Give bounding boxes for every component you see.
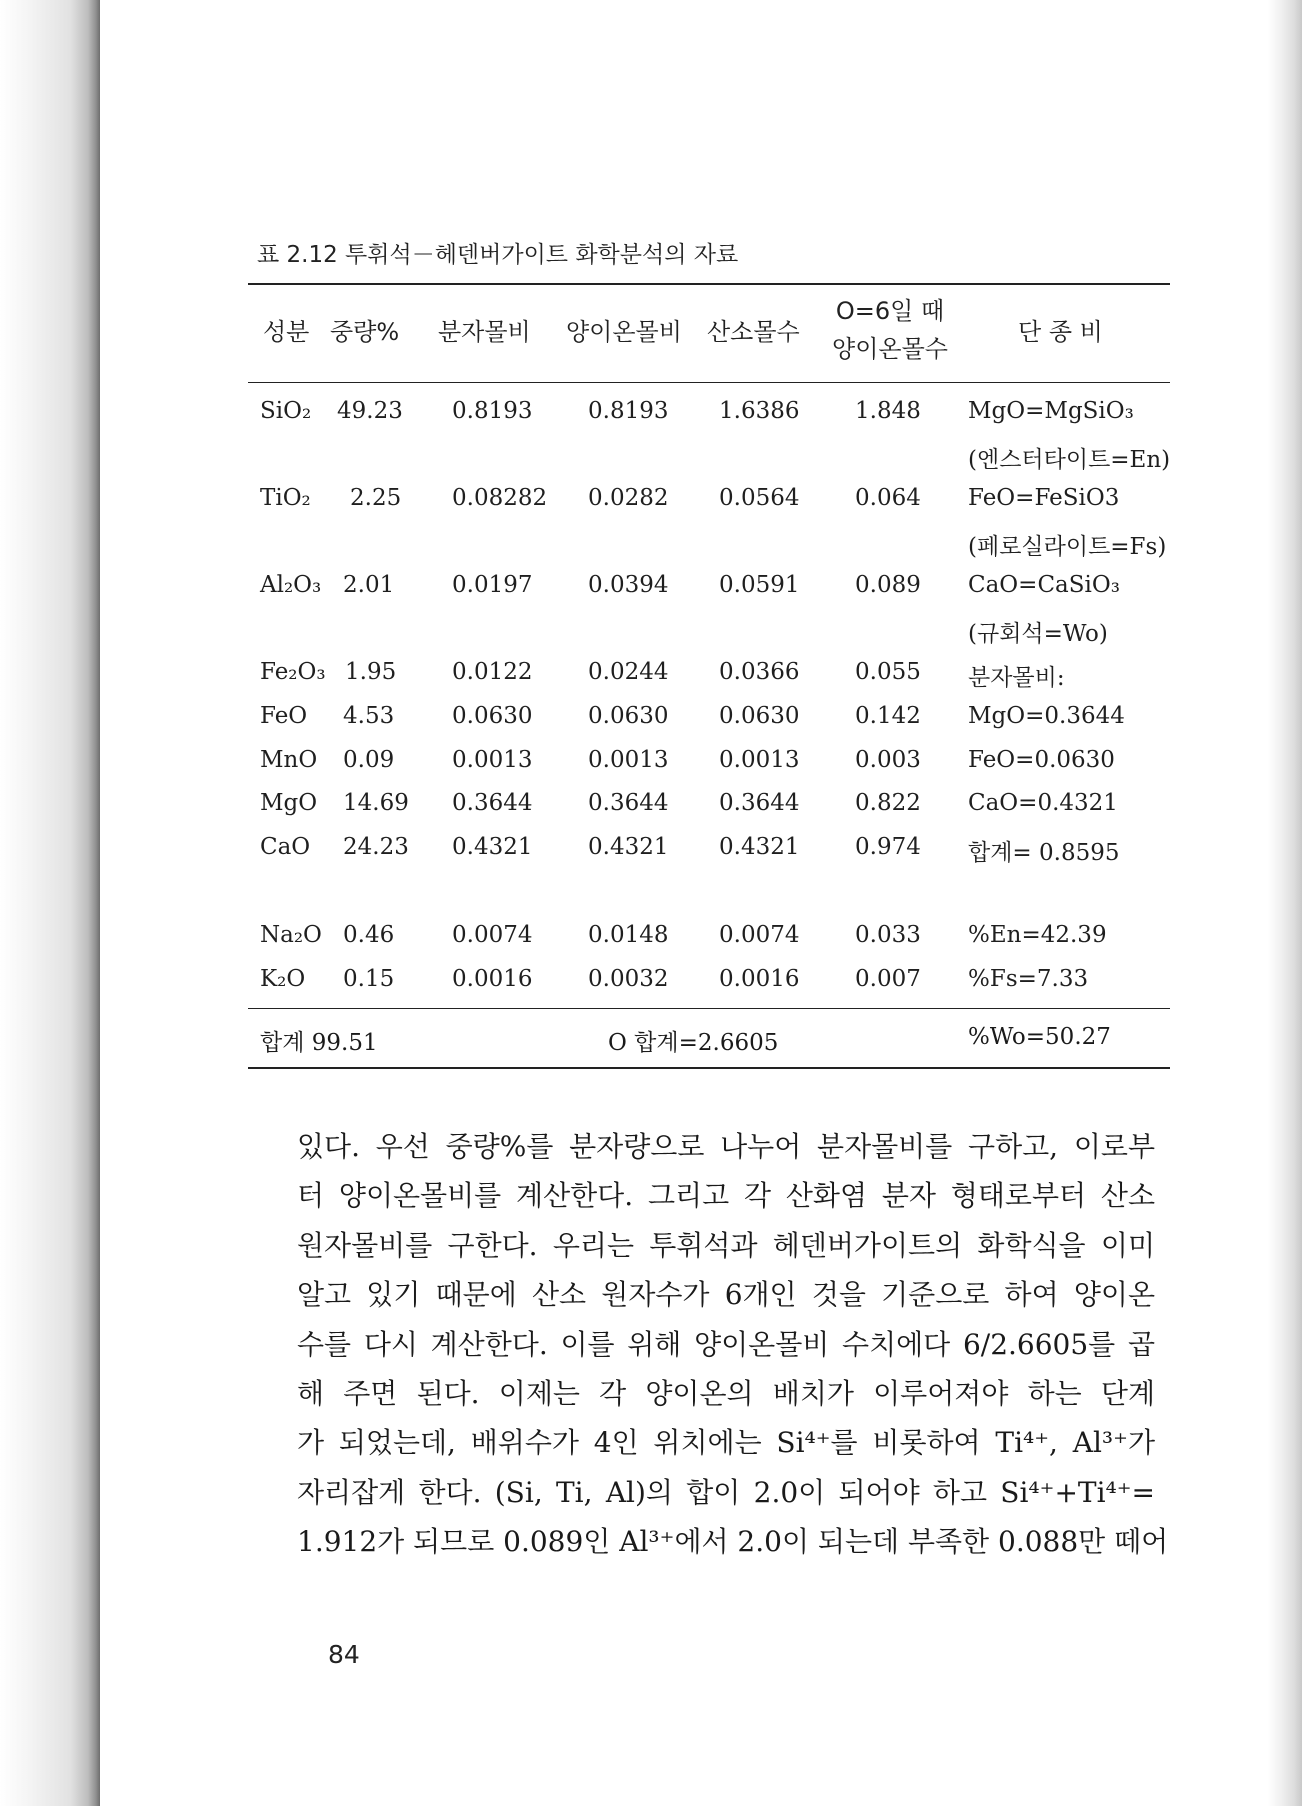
table-bottom-rule	[248, 1067, 1170, 1069]
cell-mol: 0.4321	[452, 834, 533, 860]
cell-mol: 0.0016	[452, 966, 533, 992]
cell-oxygen: 0.3644	[719, 790, 800, 816]
header-o6-line1: O=6일 때	[835, 297, 945, 325]
cell-mol: 0.0013	[452, 747, 533, 773]
cell-note: CaO=0.4321	[968, 790, 1118, 816]
cell-cation: 0.0013	[588, 747, 669, 773]
paragraph-line: 1.912가 되므로 0.089인 Al³⁺에서 2.0이 되는데 부족한 0.088만 떼어	[297, 1525, 1169, 1559]
paragraph-line: 원자몰비를 구한다. 우리는 투휘석과 헤덴버가이트의 화학식을 이미	[297, 1228, 1155, 1262]
cell-mol: 0.8193	[452, 398, 533, 424]
cell-oxygen: 0.4321	[719, 834, 800, 860]
header-o6-line2: 양이온몰수	[832, 335, 948, 363]
cell-oxygen: 0.0074	[719, 922, 800, 948]
cell-note: MgO=0.3644	[968, 703, 1125, 729]
cell-component: MgO	[260, 790, 318, 816]
cell-weight: 2.25	[350, 485, 402, 511]
header-weight: 중량%	[330, 318, 400, 346]
header-end-member: 단 종 비	[1018, 318, 1103, 346]
cell-o6: 0.974	[855, 834, 921, 860]
cell-note: %Fs=7.33	[968, 966, 1089, 992]
cell-weight: 1.95	[345, 659, 397, 685]
cell-cation: 0.8193	[588, 398, 669, 424]
page-edge	[1268, 0, 1302, 1806]
paragraph-line: 터 양이온몰비를 계산한다. 그리고 각 산화염 분자 형태로부터 산소	[297, 1179, 1155, 1213]
cell-cation: 0.0148	[588, 922, 669, 948]
cell-o6: 0.055	[855, 659, 921, 685]
paragraph-line: 있다. 우선 중량%를 분자량으로 나누어 분자몰비를 구하고, 이로부	[297, 1130, 1155, 1163]
cell-component: CaO	[260, 834, 311, 860]
footer-total: 합계 99.51	[260, 1030, 378, 1056]
cell-oxygen: 0.0366	[719, 659, 800, 685]
cell-cation: 0.0032	[588, 966, 669, 992]
body-paragraph	[297, 1122, 1169, 1567]
cell-mol: 0.0197	[452, 572, 533, 598]
cell-note: (엔스터타이트=En)	[968, 447, 1171, 473]
cell-component: FeO	[260, 703, 308, 729]
header-mol-ratio: 분자몰비	[438, 318, 531, 346]
cell-mol: 0.3644	[452, 790, 533, 816]
cell-weight: 0.15	[343, 966, 395, 992]
cell-oxygen: 0.0564	[719, 485, 800, 511]
cell-o6: 0.033	[855, 922, 921, 948]
cell-o6: 0.822	[855, 790, 921, 816]
cell-weight: 14.69	[343, 790, 409, 816]
cell-mol: 0.0074	[452, 922, 533, 948]
cell-note: 분자몰비:	[968, 665, 1065, 691]
cell-weight: 2.01	[343, 572, 395, 598]
cell-component: Fe₂O₃	[260, 659, 326, 685]
paragraph-line: 수를 다시 계산한다. 이를 위해 양이온몰비 수치에다 6/2.6605를 곱	[297, 1327, 1155, 1361]
footer-wo: %Wo=50.27	[968, 1024, 1111, 1050]
book-spine-shadow	[0, 0, 100, 1806]
paragraph-line: 해 주면 된다. 이제는 각 양이온의 배치가 이루어져야 하는 단계	[297, 1377, 1155, 1411]
cell-cation: 0.4321	[588, 834, 669, 860]
cell-oxygen: 0.0591	[719, 572, 800, 598]
cell-note: %En=42.39	[968, 922, 1107, 948]
cell-mol: 0.0630	[452, 703, 533, 729]
cell-weight: 0.46	[343, 922, 395, 948]
cell-mol: 0.08282	[452, 485, 548, 511]
cell-component: Na₂O	[260, 922, 322, 948]
paragraph-line: 알고 있기 때문에 산소 원자수가 6개인 것을 기준으로 하여 양이온	[297, 1278, 1155, 1312]
header-component: 성분	[263, 318, 310, 346]
paragraph-line: 자리잡게 한다. (Si, Ti, Al)의 합이 2.0이 되어야 하고 Si⁴⁺+Ti⁴⁺=	[297, 1475, 1155, 1509]
cell-weight: 4.53	[343, 703, 395, 729]
cell-component: K₂O	[260, 966, 306, 992]
cell-note: (규회석=Wo)	[968, 621, 1108, 647]
cell-component: Al₂O₃	[260, 572, 322, 598]
footer-rule	[248, 1008, 1170, 1009]
cell-o6: 1.848	[855, 398, 921, 424]
cell-o6: 0.003	[855, 747, 921, 773]
cell-cation: 0.0394	[588, 572, 669, 598]
page-number: 84	[328, 1640, 360, 1669]
cell-o6: 0.089	[855, 572, 921, 598]
cell-oxygen: 0.0630	[719, 703, 800, 729]
cell-component: SiO₂	[260, 398, 312, 424]
cell-cation: 0.0244	[588, 659, 669, 685]
cell-note: MgO=MgSiO₃	[968, 398, 1134, 424]
cell-weight: 49.23	[337, 398, 403, 424]
table-top-rule	[248, 283, 1170, 285]
header-rule	[248, 382, 1170, 383]
cell-o6: 0.142	[855, 703, 921, 729]
paragraph-line: 가 되었는데, 배위수가 4인 위치에는 Si⁴⁺를 비롯하여 Ti⁴⁺, Al³⁺가	[297, 1426, 1155, 1460]
cell-weight: 24.23	[343, 834, 409, 860]
cell-mol: 0.0122	[452, 659, 533, 685]
cell-cation: 0.0282	[588, 485, 669, 511]
cell-note: FeO=0.0630	[968, 747, 1115, 773]
cell-component: TiO₂	[260, 485, 311, 511]
cell-o6: 0.064	[855, 485, 921, 511]
cell-note: CaO=CaSiO₃	[968, 572, 1120, 598]
cell-weight: 0.09	[343, 747, 395, 773]
cell-note: 합계= 0.8595	[968, 840, 1120, 866]
cell-cation: 0.3644	[588, 790, 669, 816]
cell-note: (페로실라이트=Fs)	[968, 534, 1167, 560]
cell-oxygen: 0.0013	[719, 747, 800, 773]
cell-cation: 0.0630	[588, 703, 669, 729]
cell-oxygen: 1.6386	[719, 398, 800, 424]
cell-component: MnO	[260, 747, 318, 773]
header-oxygen-mol: 산소몰수	[707, 318, 800, 346]
cell-o6: 0.007	[855, 966, 921, 992]
cell-note: FeO=FeSiO3	[968, 485, 1120, 511]
cell-oxygen: 0.0016	[719, 966, 800, 992]
table-caption: 표 2.12 투휘석－헤덴버가이트 화학분석의 자료	[257, 242, 739, 268]
footer-oxygen-total: O 합계=2.6605	[608, 1030, 779, 1056]
header-cation-mol: 양이온몰비	[566, 318, 682, 346]
